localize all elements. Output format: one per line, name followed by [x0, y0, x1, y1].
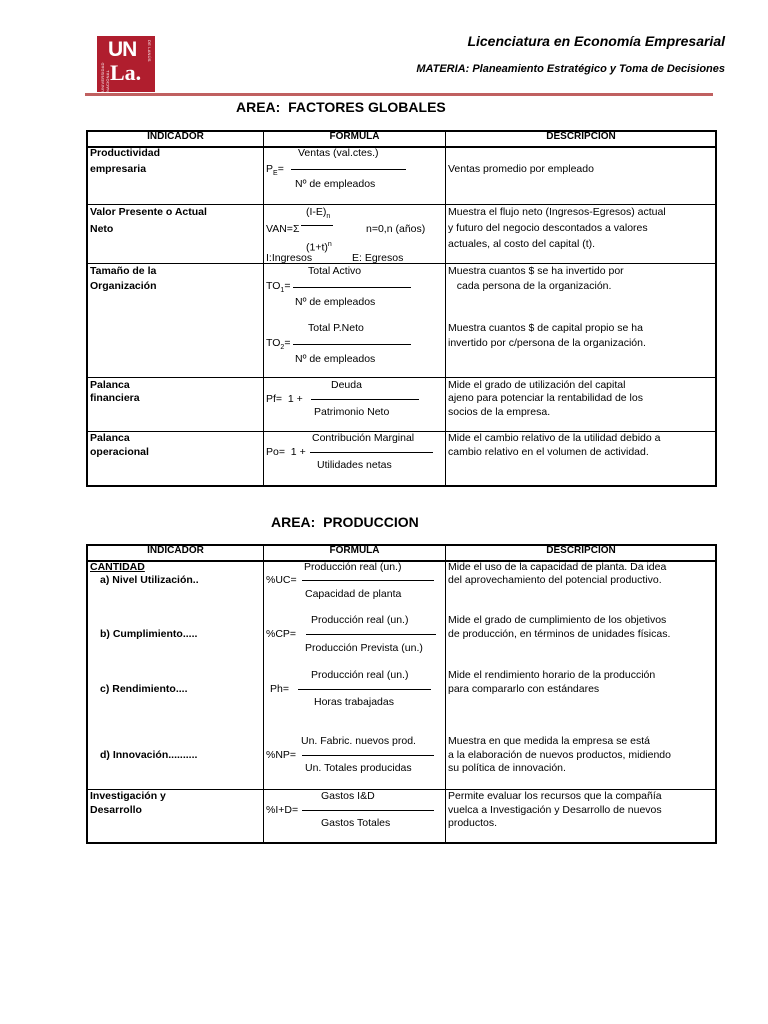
formula-numerator: Producción real (un.)	[311, 669, 409, 681]
description: Mide el grado de utilización del capital	[448, 379, 626, 391]
logo-line1: UN	[108, 38, 137, 61]
indicator-label: c) Rendimiento....	[100, 683, 188, 695]
description: Muestra en que medida la empresa se está	[448, 735, 650, 747]
formula-numerator: Ventas (val.ctes.)	[298, 147, 379, 159]
description: vuelca a Investigación y Desarrollo de nuevos	[448, 804, 662, 816]
indicator-label: Palanca	[90, 432, 130, 444]
formula-denominator: Producción Prevista (un.)	[305, 642, 423, 654]
indicator-label: empresaria	[90, 163, 147, 175]
description: de producción, en términos de unidades físicas.	[448, 628, 671, 640]
col-descripcion: DESCRIPCION	[546, 545, 616, 556]
description: Muestra cuantos $ se ha invertido por	[448, 265, 624, 277]
description: cada persona de la organización.	[448, 280, 612, 292]
description: Mide el uso de la capacidad de planta. Da idea	[448, 561, 667, 573]
indicator-label: Investigación y	[90, 790, 166, 802]
indicator-label: Neto	[90, 223, 114, 235]
formula-note: I:Ingresos	[266, 252, 313, 264]
formula-numerator: Total Activo	[308, 265, 362, 277]
indicator-label: financiera	[90, 392, 140, 404]
formula-lhs: $TO_1=$	[266, 280, 291, 295]
logo-left-text: UNIVERSIDAD NACIONAL	[100, 62, 110, 92]
description: a la elaboración de nuevos productos, midiendo	[448, 749, 671, 761]
formula-numerator: Un. Fabric. nuevos prod.	[301, 735, 416, 747]
description: del aprovechamiento del potencial productivo.	[448, 574, 662, 586]
indicator-label: Valor Presente o Actual	[90, 206, 207, 218]
formula-denominator: Nº de empleados	[295, 178, 376, 190]
indicator-label: d) Innovación..........	[100, 749, 198, 761]
formula-denominator: Un. Totales producidas	[305, 762, 412, 774]
description: ajeno para potenciar la rentabilidad de los	[448, 392, 643, 404]
indicator-label: Palanca	[90, 379, 130, 391]
col-formula: FORMULA	[329, 545, 380, 556]
formula-numerator: Deuda	[331, 379, 362, 391]
formula-lhs: $TO_2=$	[266, 337, 291, 352]
formula-denominator: Nº de empleados	[295, 296, 376, 308]
formula-denominator: Gastos Totales	[321, 817, 391, 829]
formula-numerator: Producción real (un.)	[304, 561, 402, 573]
formula-denominator: $(1+t)^n$	[306, 241, 332, 254]
section2-title: AREA: PRODUCCION	[271, 514, 419, 530]
indicator-label: b) Cumplimiento.....	[100, 628, 198, 640]
description: su política de innovación.	[448, 762, 566, 774]
description: Ventas promedio por empleado	[448, 163, 594, 175]
formula-extra: n=0,n (años)	[366, 223, 426, 235]
formula-denominator: Nº de empleados	[295, 353, 376, 365]
formula-denominator: Patrimonio Neto	[314, 406, 390, 418]
formula-lhs: $P_E=$	[266, 163, 284, 178]
formula-lhs: %UC=	[266, 574, 297, 586]
program-title: Licenciatura en Economía Empresarial	[467, 33, 725, 49]
description: Muestra el flujo neto (Ingresos-Egresos) actual	[448, 206, 666, 218]
formula-lhs: %I+D=	[266, 804, 299, 816]
formula-denominator: Utilidades netas	[317, 459, 392, 471]
table-factores-globales	[86, 130, 717, 487]
logo-right-text: DE LANÚS	[147, 40, 152, 62]
description: Mide el rendimiento horario de la producción	[448, 669, 656, 681]
formula-lhs: Ph=	[270, 683, 289, 695]
indicator-label: Desarrollo	[90, 804, 142, 816]
group-label: CANTIDAD	[90, 561, 145, 573]
formula-lhs: Po= 1 +	[266, 446, 306, 458]
col-indicador: INDICADOR	[147, 131, 204, 142]
description: socios de la empresa.	[448, 406, 551, 418]
formula-numerator: Producción real (un.)	[311, 614, 409, 626]
course-subtitle: MATERIA: Planeamiento Estratégico y Toma de Decisiones	[416, 63, 725, 75]
description: para compararlo con estándares	[448, 683, 600, 695]
description: invertido por c/persona de la organización.	[448, 337, 646, 349]
indicator-label: Tamaño de la	[90, 265, 157, 277]
formula-note: E: Egresos	[352, 252, 404, 264]
description: y futuro del negocio descontados a valores	[448, 222, 648, 234]
indicator-label: operacional	[90, 446, 149, 458]
description: Muestra cuantos $ de capital propio se ha	[448, 322, 643, 334]
description: Mide el grado de cumplimiento de los objetivos	[448, 614, 667, 626]
description: Permite evaluar los recursos que la compañía	[448, 790, 662, 802]
col-descripcion: DESCRIPCION	[546, 131, 616, 142]
description: Mide el cambio relativo de la utilidad debido a	[448, 432, 661, 444]
col-formula: FORMULA	[329, 131, 380, 142]
formula-numerator: Contribución Marginal	[312, 432, 415, 444]
description: cambio relativo en el volumen de actividad.	[448, 446, 649, 458]
description: actuales, al costo del capital (t).	[448, 238, 596, 250]
formula-lhs: Pf= 1 +	[266, 393, 303, 405]
formula-denominator: Capacidad de planta	[305, 588, 402, 600]
formula-denominator: Horas trabajadas	[314, 696, 394, 708]
section1-title: AREA: FACTORES GLOBALES	[236, 99, 446, 115]
indicator-label: Productividad	[90, 147, 161, 159]
indicator-label: Organización	[90, 280, 157, 292]
formula-lhs: VAN=Σ	[266, 223, 300, 235]
formula-numerator: $(I-E)_n$	[306, 206, 331, 221]
formula-lhs: %NP=	[266, 749, 297, 761]
indicator-label: a) Nivel Utilización..	[100, 574, 199, 586]
col-indicador: INDICADOR	[147, 545, 204, 556]
formula-numerator: Total P.Neto	[308, 322, 364, 334]
header-divider	[85, 93, 713, 96]
formula-numerator: Gastos I&D	[321, 790, 375, 802]
formula-lhs: %CP=	[266, 628, 297, 640]
table-produccion	[86, 544, 717, 844]
logo-line2: La.	[110, 60, 142, 85]
description: productos.	[448, 817, 498, 829]
unla-logo	[97, 36, 155, 92]
